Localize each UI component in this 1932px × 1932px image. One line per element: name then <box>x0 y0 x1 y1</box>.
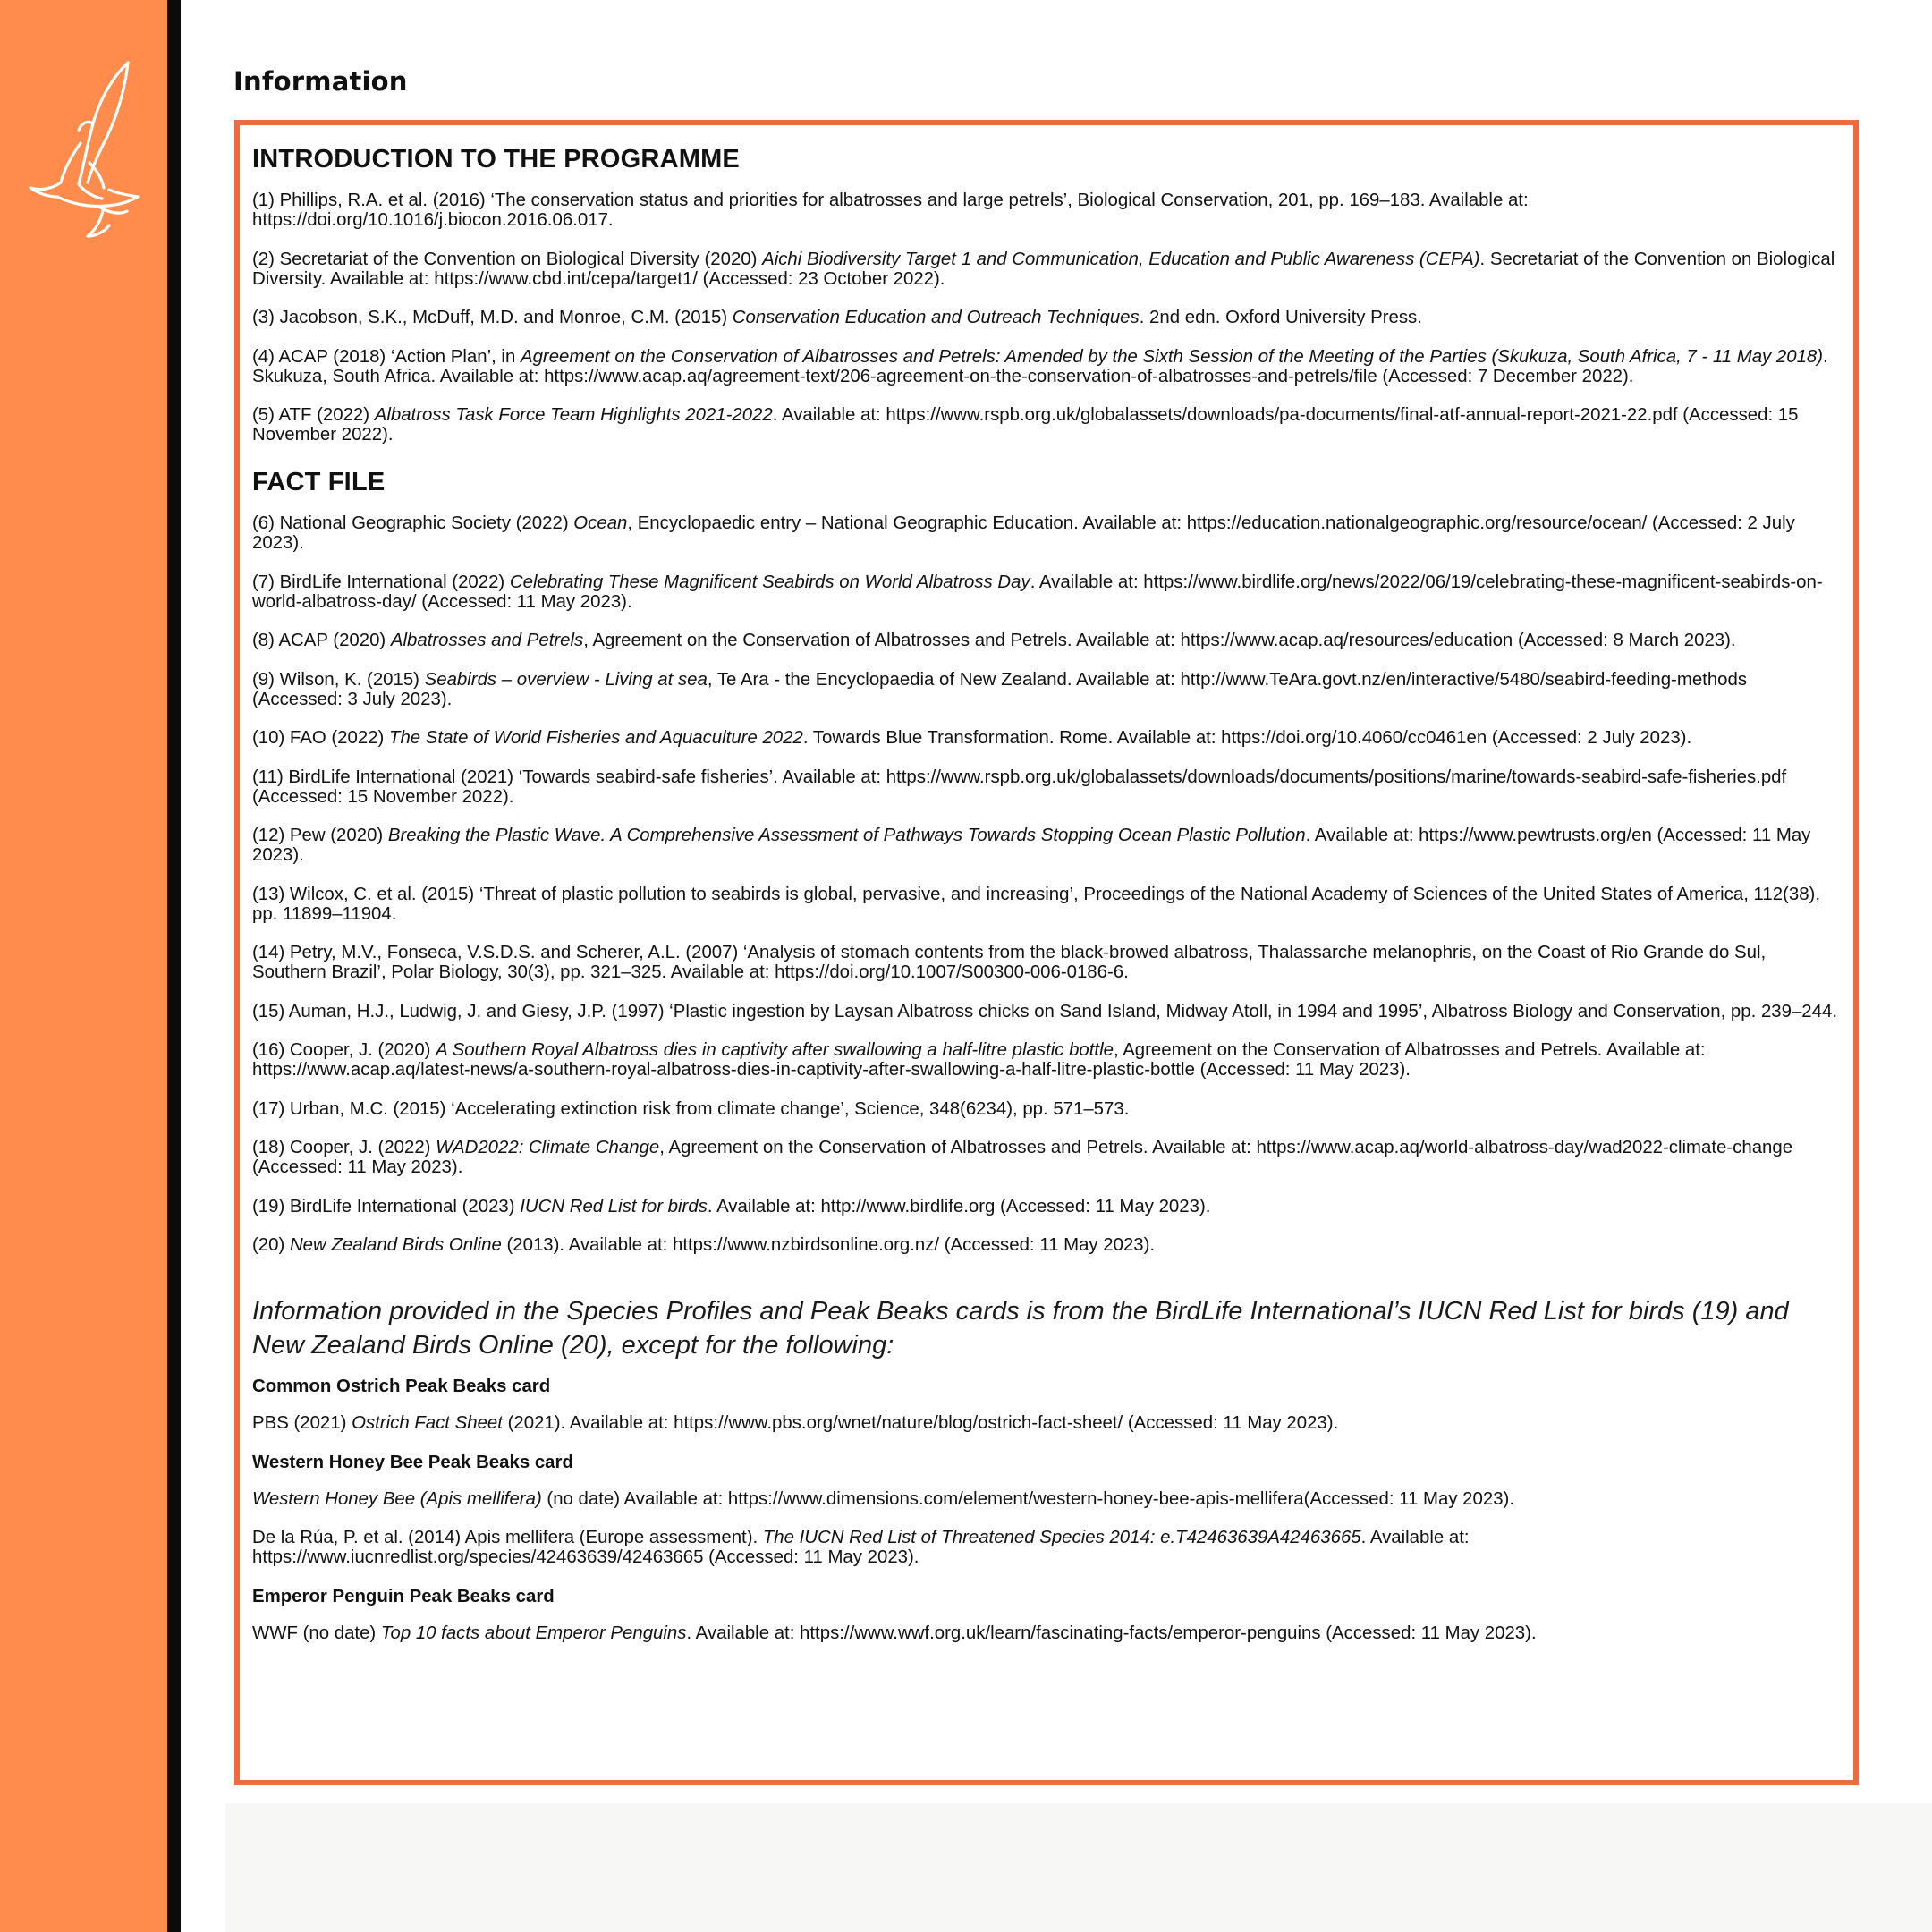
reference-text: WWF (no date) <box>252 1623 381 1643</box>
reference-text: . Available at: https://www.iucnredlist.org/species/42463639/42463665 (Accessed: 11 May 2023). <box>252 1528 1470 1567</box>
fact-file-reference-list <box>252 513 1841 1255</box>
reference-text: (16) Cooper, J. (2020) <box>252 1040 436 1060</box>
reference-title: Agreement on the Conservation of Albatrosses and Petrels: Amended by the Sixth Session of the Meeting of the Parties (Skukuza, South Africa, 7 - 11 May 2018) <box>520 346 1824 367</box>
reference-title: Breaking the Plastic Wave. A Comprehensive Assessment of Pathways Towards Stopping Ocean Plastic Pollution <box>387 826 1306 845</box>
reference-entry <box>252 1623 1841 1643</box>
reference-entry <box>252 1099 1841 1119</box>
peak-beaks-card-sources <box>252 1377 1841 1643</box>
reference-text: (11) BirdLife International (2021) ‘Towards seabird-safe fisheries’. Available at: https://www.rspb.org.uk/globalassets/downloads/documents/positions/marine/towards-seabird-safe-fisheries.pdf (Accessed: 15 November 2022). <box>252 767 1787 807</box>
reference-entry <box>252 670 1841 709</box>
reference-text: . Available at: https://www.wwf.org.uk/learn/fascinating-facts/emperor-penguins (Accessed: 11 May 2023). <box>686 1623 1537 1643</box>
reference-entry <box>252 513 1841 553</box>
reference-text: . Available at: https://www.birdlife.org/news/2022/06/19/celebrating-these-magnificent-seabirds-on-world-albatross-day/ (Accessed: 11 May 2023). <box>252 572 1823 612</box>
reference-text: , Agreement on the Conservation of Albatrosses and Petrels. Available at: https://www.acap.aq/latest-news/a-southern-royal-albatross-dies-in-captivity-after-swallowing-a-half-litre-plastic-bottle (Accessed: 11 May 2023). <box>252 1040 1706 1080</box>
reference-text: (12) Pew (2020) <box>252 826 388 845</box>
references-box <box>234 120 1859 1785</box>
reference-text: (6) National Geographic Society (2022) <box>252 513 574 533</box>
reference-entry <box>252 1002 1841 1021</box>
reference-text: . Available at: http://www.birdlife.org (Accessed: 11 May 2023). <box>707 1196 1211 1216</box>
reference-entry <box>252 631 1841 650</box>
reference-text: (14) Petry, M.V., Fonseca, V.S.D.S. and Scherer, A.L. (2007) ‘Analysis of stomach contents from the black-browed albatross, Thalassarche melanophris, on the Coast of Rio Grande do Sul, Southern Brazil’, Polar Biology, 30(3), pp. 321–325. Available at: https://doi.org/10.1007/S00300-006-0186-6. <box>252 943 1767 982</box>
reference-text: (3) Jacobson, S.K., McDuff, M.D. and Monroe, C.M. (2015) <box>252 308 733 327</box>
reference-title: Ocean <box>573 513 628 533</box>
side-black-rule <box>167 0 181 1932</box>
reference-text: (15) Auman, H.J., Ludwig, J. and Giesy, J.P. (1997) ‘Plastic ingestion by Laysan Albatross chicks on Sand Island, Midway Atoll, in 1994 and 1995’, Albatross Biology and Conservation, pp. 239–244. <box>252 1001 1837 1021</box>
reference-entry <box>252 1489 1841 1509</box>
card-source-heading: Western Honey Bee Peak Beaks card <box>252 1452 573 1472</box>
page-title: Information <box>233 66 408 97</box>
intro-reference-list <box>252 191 1841 445</box>
reference-entry <box>252 1138 1841 1177</box>
reference-title: Top 10 facts about Emperor Penguins <box>380 1623 687 1643</box>
reference-text: . 2nd edn. Oxford University Press. <box>1139 308 1422 327</box>
reference-entry <box>252 885 1841 924</box>
reference-text: (19) BirdLife International (2023) <box>252 1196 521 1216</box>
reference-text: (2) Secretariat of the Convention on Biological Diversity (2020) <box>252 249 763 269</box>
reference-text: (17) Urban, M.C. (2015) ‘Accelerating extinction risk from climate change’, Science, 348(6234), pp. 571–573. <box>252 1098 1130 1119</box>
card-source-heading: Common Ostrich Peak Beaks card <box>252 1377 551 1396</box>
reference-title: New Zealand Birds Online <box>289 1235 502 1255</box>
reference-entry <box>252 250 1841 289</box>
reference-text: , Agreement on the Conservation of Albatrosses and Petrels. Available at: https://www.acap.aq/world-albatross-day/wad2022-climate-change (Accessed: 11 May 2023). <box>252 1138 1793 1177</box>
reference-text: (1) Phillips, R.A. et al. (2016) ‘The conservation status and priorities for albatrosses and large petrels’, Biological Conservation, 201, pp. 169–183. Available at: https://doi.org/10.1016/j.biocon.2016.06.017. <box>252 191 1529 230</box>
reference-title: The State of World Fisheries and Aquaculture 2022 <box>389 728 803 748</box>
reference-text: , Agreement on the Conservation of Albatrosses and Petrels. Available at: https://www.acap.aq/resources/education (Accessed: 8 March 2023). <box>583 631 1736 650</box>
reference-text: (10) FAO (2022) <box>252 728 389 748</box>
reference-text: . Towards Blue Transformation. Rome. Available at: https://doi.org/10.4060/cc0461en (Accessed: 2 July 2023). <box>802 728 1692 748</box>
reference-entry <box>252 405 1841 445</box>
reference-entry <box>252 1040 1841 1080</box>
reference-title: Seabirds – overview - Living at sea <box>424 669 708 690</box>
reference-text: (4) ACAP (2018) ‘Action Plan’, in <box>252 346 521 367</box>
species-profiles-note: Information provided in the Species Profiles and Peak Beaks cards is from the BirdLife International’s IUCN Red List for birds (19) and New Zealand Birds Online (20), except for the following: <box>252 1297 1789 1360</box>
reference-entry <box>252 1528 1841 1567</box>
reference-title: Celebrating These Magnificent Seabirds on World Albatross Day <box>509 572 1030 592</box>
reference-title: WAD2022: Climate Change <box>436 1138 660 1157</box>
reference-text: (20) <box>252 1235 290 1255</box>
reference-title: A Southern Royal Albatross dies in captivity after swallowing a half-litre plastic bottle <box>436 1040 1114 1060</box>
reference-text: . Available at: https://www.rspb.org.uk/globalassets/downloads/pa-documents/final-atf-annual-report-2021-22.pdf (Accessed: 15 November 2022). <box>252 405 1799 445</box>
reference-text: (13) Wilcox, C. et al. (2015) ‘Threat of plastic pollution to seabirds is global, pervasive, and increasing’, Proceedings of the National Academy of Sciences of the United States of America, 112(38), pp. 11899–11904. <box>252 884 1820 924</box>
reference-entry <box>252 191 1841 230</box>
reference-entry <box>252 1413 1841 1433</box>
reference-entry <box>252 572 1841 612</box>
page-bottom-strip <box>225 1803 1932 1932</box>
albatross-line-art-icon <box>25 57 150 245</box>
reference-title: Albatrosses and Petrels <box>390 631 584 650</box>
reference-text: De la Rúa, P. et al. (2014) Apis mellifera (Europe assessment). <box>252 1528 763 1547</box>
reference-text: (8) ACAP (2020) <box>252 631 391 650</box>
reference-title: Aichi Biodiversity Target 1 and Communication, Education and Public Awareness (CEPA) <box>762 249 1480 269</box>
reference-text: (2013). Available at: https://www.nzbirdsonline.org.nz/ (Accessed: 11 May 2023). <box>501 1235 1156 1255</box>
reference-entry <box>252 943 1841 982</box>
reference-text: . Skukuza, South Africa. Available at: https://www.acap.aq/agreement-text/206-agreement-on-the-conservation-of-albatrosses-and-petrels/file (Accessed: 7 December 2022). <box>252 346 1828 386</box>
reference-text: (no date) Available at: https://www.dimensions.com/element/western-honey-bee-apis-mellifera(Accessed: 11 May 2023). <box>541 1488 1514 1509</box>
reference-text: . Secretariat of the Convention on Biological Diversity. Available at: https://www.cbd.int/cepa/target1/ (Accessed: 23 October 2022). <box>252 249 1835 289</box>
reference-text: (7) BirdLife International (2022) <box>252 572 510 592</box>
reference-entry <box>252 826 1841 865</box>
reference-text: (5) ATF (2022) <box>252 405 375 425</box>
reference-title: IUCN Red List for birds <box>520 1196 708 1216</box>
reference-title: Western Honey Bee (Apis mellifera) <box>252 1488 542 1509</box>
reference-text: (18) Cooper, J. (2022) <box>252 1138 436 1157</box>
reference-title: Albatross Task Force Team Highlights 2021-2022 <box>374 405 773 425</box>
card-source-heading: Emperor Penguin Peak Beaks card <box>252 1586 555 1606</box>
reference-title: The IUCN Red List of Threatened Species 2014: e.T42463639A42463665 <box>762 1528 1361 1547</box>
reference-text: (2021). Available at: https://www.pbs.org/wnet/nature/blog/ostrich-fact-sheet/ (Accessed: 11 May 2023). <box>502 1413 1339 1433</box>
reference-entry <box>252 1235 1841 1255</box>
reference-text: PBS (2021) <box>252 1413 352 1433</box>
side-color-band <box>0 0 167 1932</box>
reference-entry <box>252 347 1841 386</box>
reference-title: Conservation Education and Outreach Techniques <box>732 308 1140 327</box>
reference-entry <box>252 1197 1841 1216</box>
reference-text: , Te Ara - the Encyclopaedia of New Zealand. Available at: http://www.TeAra.govt.nz/en/interactive/5480/seabird-feeding-methods (Accessed: 3 July 2023). <box>252 669 1748 709</box>
reference-text: (9) Wilson, K. (2015) <box>252 669 425 690</box>
reference-text: . Available at: https://www.pewtrusts.org/en (Accessed: 11 May 2023). <box>252 826 1811 865</box>
reference-entry <box>252 728 1841 748</box>
reference-entry <box>252 767 1841 807</box>
reference-text: , Encyclopaedic entry – National Geographic Education. Available at: https://education.nationalgeographic.org/resource/ocean/ (Accessed: 2 July 2023). <box>252 513 1795 553</box>
intro-section-heading: INTRODUCTION TO THE PROGRAMME <box>252 145 740 174</box>
reference-entry <box>252 308 1841 327</box>
reference-title: Ostrich Fact Sheet <box>352 1413 503 1433</box>
fact-file-section-heading: FACT FILE <box>252 468 386 496</box>
